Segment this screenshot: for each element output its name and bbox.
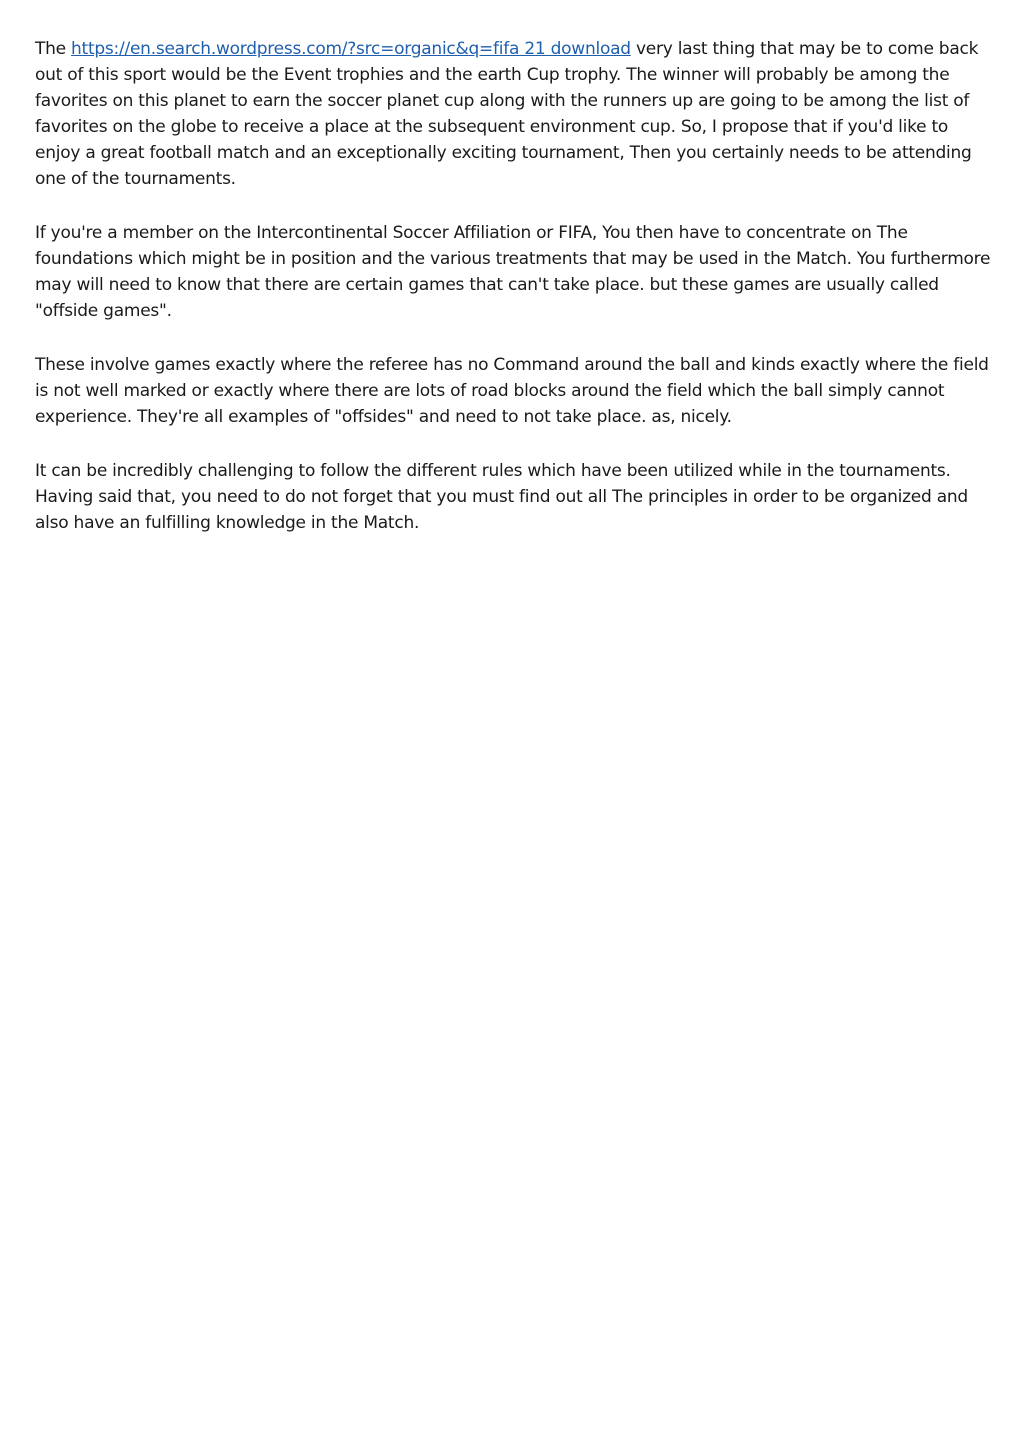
document-body	[35, 36, 995, 564]
paragraph-3: These involve games exactly where the referee has no Command around the ball and kinds exactly where the field is not well marked or exactly where there are lots of road blocks around the field which the ball simply cannot experience. They're all examples of "offsides" and need to not take place. as, nicely.	[35, 355, 989, 427]
paragraph-1-rest: very last thing that may be to come back out of this sport would be the Event trophies and the earth Cup trophy. The winner will probably be among the favorites on this planet to earn the soccer planet cup along with the runners up are going to be among the list of favorites on the globe to receive a place at the subsequent environment cup. So, I propose that if you'd like to enjoy a great football match and an exceptionally exciting tournament, Then you certainly needs to be attending one of the tournaments.	[35, 39, 979, 189]
paragraph-1-intro: The	[35, 39, 72, 59]
paragraph-2: If you're a member on the Intercontinental Soccer Affiliation or FIFA, You then have to concentrate on The foundations which might be in position and the various treatments that may be used in the Match. You furthermore may will need to know that there are certain games that can't take place. but these games are usually called "offside games".	[35, 223, 991, 321]
paragraph-4: It can be incredibly challenging to follow the different rules which have been utilized while in the tournaments. Having said that, you need to do not forget that you must find out all The principles in order to be organized and also have an fulfilling knowledge in the Match.	[35, 461, 968, 533]
fifa-download-link[interactable]: https://en.search.wordpress.com/?src=organic&q=fifa 21 download	[71, 39, 631, 59]
paragraph-1	[35, 36, 995, 192]
